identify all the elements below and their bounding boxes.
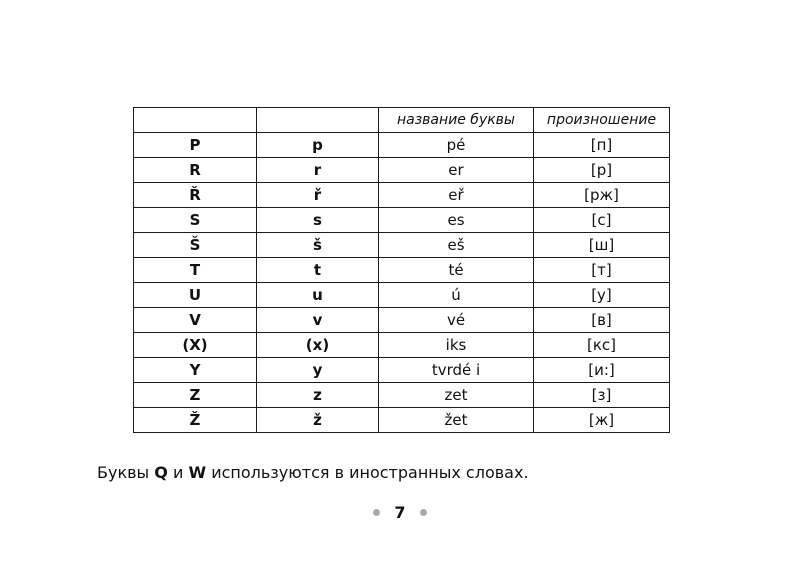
letter-name: pé [379, 133, 534, 158]
table-row [134, 133, 670, 158]
table-row [134, 283, 670, 308]
uppercase-letter: P [134, 133, 257, 158]
letter-name: er [379, 158, 534, 183]
uppercase-letter: S [134, 208, 257, 233]
page-footer [0, 500, 800, 524]
pronunciation: [р] [534, 158, 670, 183]
table-header [134, 108, 670, 133]
page-number: 7 [394, 502, 406, 522]
header-row [134, 108, 670, 133]
letter-name: iks [379, 333, 534, 358]
lowercase-letter: p [257, 133, 379, 158]
table-body [134, 133, 670, 433]
header-lowercase [257, 108, 379, 133]
pronunciation: [у] [534, 283, 670, 308]
header-letter-name: название буквы [379, 108, 534, 133]
pronunciation: [п] [534, 133, 670, 158]
letter-name: vé [379, 308, 534, 333]
header-pronunciation: произношение [534, 108, 670, 133]
lowercase-letter: y [257, 358, 379, 383]
table-row [134, 383, 670, 408]
letter-name: té [379, 258, 534, 283]
uppercase-letter: V [134, 308, 257, 333]
lowercase-letter: v [257, 308, 379, 333]
lowercase-letter: š [257, 233, 379, 258]
table-row [134, 258, 670, 283]
letter-name: eř [379, 183, 534, 208]
lowercase-letter: u [257, 283, 379, 308]
pronunciation: [рж] [534, 183, 670, 208]
uppercase-letter: U [134, 283, 257, 308]
lowercase-letter: s [257, 208, 379, 233]
note-text-end: используются в иностранных словах. [206, 463, 529, 482]
pronunciation: [кс] [534, 333, 670, 358]
table-row [134, 308, 670, 333]
table-row [134, 408, 670, 433]
header-uppercase [134, 108, 257, 133]
uppercase-letter: Ž [134, 408, 257, 433]
letter-name: tvrdé i [379, 358, 534, 383]
left-dot-icon [373, 509, 380, 516]
letter-name: žet [379, 408, 534, 433]
pronunciation: [т] [534, 258, 670, 283]
letter-name: es [379, 208, 534, 233]
lowercase-letter: ž [257, 408, 379, 433]
pronunciation: [ж] [534, 408, 670, 433]
lowercase-letter: ř [257, 183, 379, 208]
note-text-and: и [167, 463, 189, 482]
uppercase-letter: Z [134, 383, 257, 408]
alphabet-table [133, 107, 670, 433]
pronunciation: [з] [534, 383, 670, 408]
uppercase-letter: (X) [134, 333, 257, 358]
table-row [134, 233, 670, 258]
lowercase-letter: t [257, 258, 379, 283]
uppercase-letter: Š [134, 233, 257, 258]
uppercase-letter: Y [134, 358, 257, 383]
uppercase-letter: R [134, 158, 257, 183]
letter-name: eš [379, 233, 534, 258]
note-letter-w: W [188, 463, 207, 482]
lowercase-letter: z [257, 383, 379, 408]
note-text-start: Буквы [97, 463, 155, 482]
letter-name: zet [379, 383, 534, 408]
pronunciation: [с] [534, 208, 670, 233]
table-row [134, 158, 670, 183]
uppercase-letter: Ř [134, 183, 257, 208]
letter-name: ú [379, 283, 534, 308]
table-row [134, 333, 670, 358]
table-row [134, 208, 670, 233]
lowercase-letter: r [257, 158, 379, 183]
table-row [134, 183, 670, 208]
pronunciation: [и:] [534, 358, 670, 383]
table-row [134, 358, 670, 383]
foreign-letters-note [97, 461, 529, 485]
uppercase-letter: T [134, 258, 257, 283]
right-dot-icon [420, 509, 427, 516]
pronunciation: [ш] [534, 233, 670, 258]
pronunciation: [в] [534, 308, 670, 333]
lowercase-letter: (x) [257, 333, 379, 358]
note-letter-q: Q [154, 463, 168, 482]
